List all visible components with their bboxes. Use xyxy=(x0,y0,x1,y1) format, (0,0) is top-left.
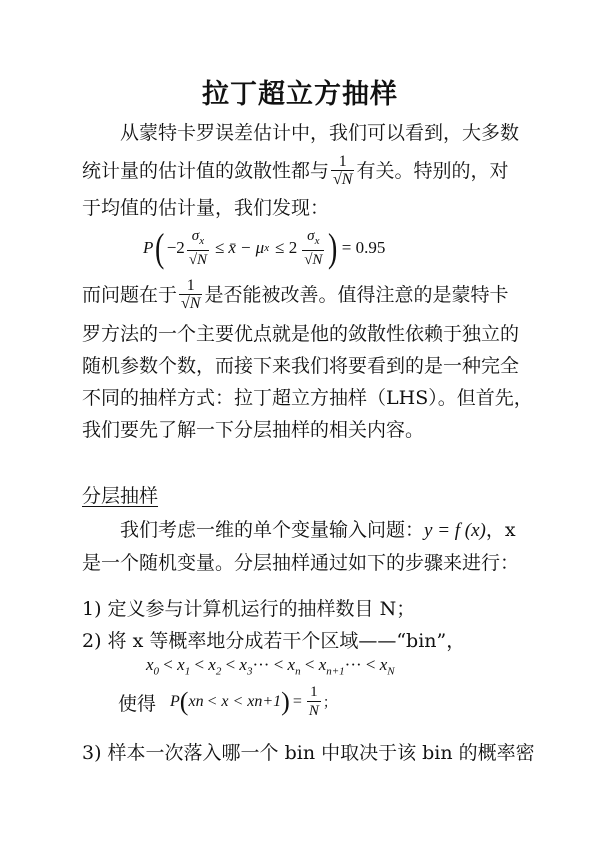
var-x: x xyxy=(318,655,327,674)
sub-1: 1 xyxy=(184,665,191,678)
fraction-one-over-sqrt-n xyxy=(179,277,202,313)
paragraph-2-line-5: 我们要先了解一下分层抽样的相关内容。 xyxy=(82,419,425,441)
one-over-n-fraction xyxy=(307,684,321,720)
sqrt-n-denominator: √N xyxy=(304,251,323,268)
formula-minus-two: −2 xyxy=(166,238,185,257)
leq-symbol: ≤ xyxy=(215,238,225,257)
text-segment: 有关。特别的，对 xyxy=(356,160,509,182)
paragraph-2-line-1 xyxy=(82,275,522,315)
confidence-formula xyxy=(143,225,385,271)
shide-sub-n1: n+1 xyxy=(254,693,282,710)
text-segment: 我们考虑一维的单个变量输入问题： xyxy=(120,519,425,541)
paragraph-1-line-2 xyxy=(82,151,522,191)
sub-3: 3 xyxy=(246,665,253,678)
fraction-numerator: 1 xyxy=(331,153,354,171)
fraction-numerator: 1 xyxy=(307,684,321,702)
left-paren: ( xyxy=(179,687,189,716)
shide-label: 使得 xyxy=(118,692,157,715)
page-title: 拉丁超立方抽样 xyxy=(202,79,398,110)
paragraph-2-line-4: 不同的抽样方式：拉丁超立方抽样（LHS）。但首先， xyxy=(82,387,533,409)
sub-0: 0 xyxy=(153,665,160,678)
shide-eq: = xyxy=(292,693,302,710)
sub-n: n xyxy=(295,665,301,678)
var-x: x xyxy=(287,655,296,674)
function-expression: y = f (x) xyxy=(424,520,486,541)
lt: < xyxy=(225,655,236,674)
shide-x: x xyxy=(188,693,196,710)
var-x: x xyxy=(208,655,216,674)
paragraph-3-line-1 xyxy=(120,517,530,544)
lt: < xyxy=(365,655,376,674)
paragraph-1-line-3: 于均值的估计量，我们发现： xyxy=(82,197,330,219)
formula-result: = 0.95 xyxy=(341,238,386,257)
section-heading: 分层抽样 xyxy=(82,485,159,507)
text-segment: ，x xyxy=(485,519,516,541)
text-segment: 而问题在于 xyxy=(82,284,178,306)
fraction-denominator: √N xyxy=(181,295,201,312)
lt: < xyxy=(273,655,284,674)
formula-p: P xyxy=(143,238,154,257)
sigma-symbol: σ xyxy=(191,227,200,244)
right-paren: ) xyxy=(281,687,290,716)
lt: < xyxy=(194,655,205,674)
lt: < xyxy=(304,655,315,674)
shide-sub-n: n xyxy=(195,693,204,710)
paragraph-2-line-3: 随机参数个数，而接下来我们将要看到的是一种完全 xyxy=(82,355,520,377)
dots: ··· xyxy=(252,655,270,674)
step-1: 1) 定义参与计算机运行的抽样数目 N； xyxy=(82,598,416,620)
fraction-numerator: 1 xyxy=(179,277,202,295)
sub-2: 2 xyxy=(215,665,222,678)
paragraph-1-line-1: 从蒙特卡罗误差估计中，我们可以看到，大多数 xyxy=(120,122,520,144)
sigma-symbol: σ xyxy=(307,227,315,244)
paragraph-3-line-2: 是一个随机变量。分层抽样通过如下的步骤来进行： xyxy=(82,552,520,574)
mu-subscript: x xyxy=(264,242,270,254)
shide-mid: < x < x xyxy=(206,693,255,710)
step-2: 2) 将 x 等概率地分成若干个区域——“bin”， xyxy=(82,630,466,652)
var-x: x xyxy=(379,655,388,674)
right-paren: ) xyxy=(328,225,338,270)
sqrt-n-denominator: √N xyxy=(188,251,208,268)
minus-mu: − μ xyxy=(239,238,265,257)
probability-condition xyxy=(118,684,337,720)
left-paren: ( xyxy=(155,225,165,270)
shide-p: P xyxy=(170,693,180,710)
text-segment: 是否能被改善。值得注意的是蒙特卡 xyxy=(204,284,509,306)
fraction-denominator: √N xyxy=(333,171,353,188)
sub-N: N xyxy=(387,665,395,678)
fraction-denominator: N xyxy=(308,703,319,719)
var-x: x xyxy=(177,655,185,674)
bin-inequality xyxy=(146,655,395,677)
sub-n-plus-1: n+1 xyxy=(326,665,345,678)
dots: ··· xyxy=(344,655,362,674)
leq-two: ≤ 2 xyxy=(275,238,298,257)
var-x: x xyxy=(146,655,154,674)
var-x: x xyxy=(239,655,247,674)
sigma-over-sqrt-n-left xyxy=(187,228,209,269)
x-bar: x̄ xyxy=(228,238,236,257)
step-3: 3) 样本一次落入哪一个 bin 中取决于该 bin 的概率密 xyxy=(82,742,535,764)
sigma-subscript: x xyxy=(199,234,205,247)
text-segment: 统计量的估计值的敛散性都与 xyxy=(82,160,330,182)
paragraph-2-line-2: 罗方法的一个主要优点就是他的敛散性依赖于独立的 xyxy=(82,323,520,345)
sigma-over-sqrt-n-right xyxy=(302,228,324,269)
sigma-subscript: x xyxy=(314,234,320,247)
lt: < xyxy=(163,655,173,674)
shide-end: ； xyxy=(322,695,337,711)
fraction-one-over-sqrt-n xyxy=(331,153,354,189)
